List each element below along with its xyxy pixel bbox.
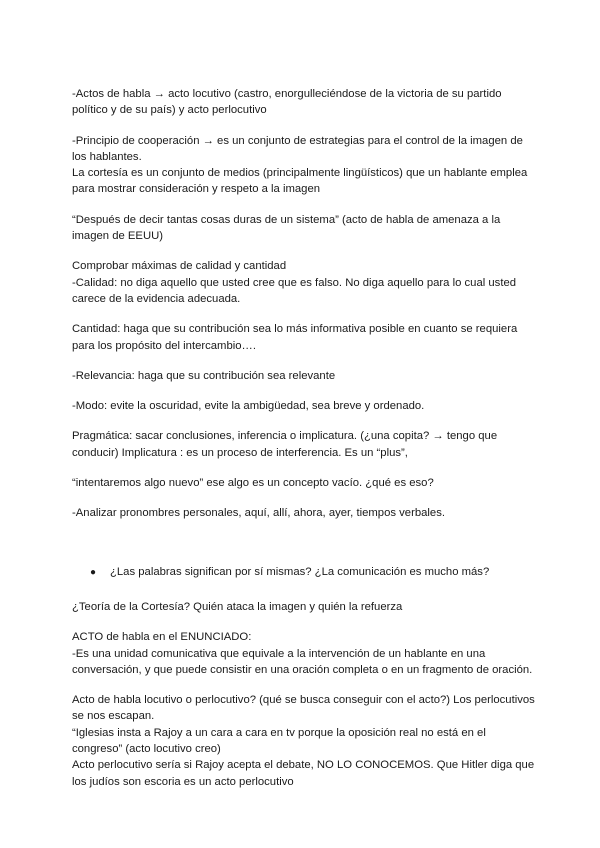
paragraph xyxy=(72,692,535,790)
notes-bottom-section xyxy=(72,599,535,790)
text-line: ¿Teoría de la Cortesía? Quién ataca la imagen y quién la refuerza xyxy=(72,600,403,613)
text-line: -Es una unidad comunicativa que equivale a la intervención de un hablante en una xyxy=(72,647,486,660)
text-line: ACTO de habla en el ENUNCIADO: xyxy=(72,631,252,644)
bullet-icon: ● xyxy=(90,566,97,578)
text-line: “intentaremos algo nuevo” ese algo es un concepto vacío. ¿qué es eso? xyxy=(72,477,434,490)
section-spacer xyxy=(72,536,532,564)
text-line: para los propósito del intercambio…. xyxy=(72,339,256,352)
text-line: “Iglesias insta a Rajoy a un cara a cara en tv porque la oposición real no está en el xyxy=(72,726,486,739)
paragraph xyxy=(72,599,532,615)
text-line: congreso” (acto locutivo creo) xyxy=(72,743,221,756)
paragraph xyxy=(72,86,532,119)
text-line: imagen de EEUU) xyxy=(72,230,164,243)
document-page xyxy=(72,86,535,804)
text-line: Acto de habla locutivo o perlocutivo? (qué se busca conseguir con el acto?) Los perlocutivos xyxy=(72,694,535,707)
paragraph xyxy=(72,475,532,491)
text-line: -Analizar pronombres personales, aquí, allí, ahora, ayer, tiempos verbales. xyxy=(72,507,445,520)
text-line: -Relevancia: haga que su contribución sea relevante xyxy=(72,369,336,382)
paragraph xyxy=(72,505,532,521)
text-line: conversación, y que puede consistir en una oración completa o en un fragmento de oración. xyxy=(72,663,533,676)
text-line: Comprobar máximas de calidad y cantidad xyxy=(72,260,287,273)
text-line: -Calidad: no diga aquello que usted cree que es falso. No diga aquello para lo cual usted xyxy=(72,276,517,289)
text-line: Cantidad: haga que su contribución sea lo más informativa posible en cuanto se requiera xyxy=(72,323,518,336)
text-line: Pragmática: sacar conclusiones, inferencia o implicatura. (¿una copita? → tengo que xyxy=(72,430,498,443)
text-line: político y de su país) y acto perlocutivo xyxy=(72,104,267,117)
bullet-item xyxy=(72,564,532,581)
text-line: -Actos de habla → acto locutivo (castro, enorgulleciéndose de la victoria de su partido xyxy=(72,88,502,100)
text-line: “Después de decir tantas cosas duras de un sistema” (acto de habla de amenaza a la xyxy=(72,213,501,226)
paragraph xyxy=(72,398,532,414)
text-line: conducir) Implicatura : es un proceso de interferencia. Es un “plus”, xyxy=(72,446,408,459)
text-line: para mostrar consideración y respeto a la imagen xyxy=(72,183,321,196)
paragraph xyxy=(72,321,532,354)
bullet-text: ¿Las palabras significan por sí mismas? ¿La comunicación es mucho más? xyxy=(110,565,490,578)
text-line: La cortesía es un conjunto de medios (principalmente lingüísticos) que un hablante emplea xyxy=(72,167,528,180)
text-line: los hablantes. xyxy=(72,150,142,163)
text-line: Acto perlocutivo sería si Rajoy acepta el debate, NO LO CONOCEMOS. Que Hitler diga que xyxy=(72,759,535,772)
text-line: -Principio de cooperación → es un conjunto de estrategias para el control de la imagen de xyxy=(72,134,523,147)
text-line: se nos escapan. xyxy=(72,710,155,723)
text-line: los judíos son escoria es un acto perlocutivo xyxy=(72,775,294,788)
paragraph xyxy=(72,133,532,198)
text-line: carece de la evidencia adecuada. xyxy=(72,292,241,305)
paragraph xyxy=(72,368,532,384)
paragraph xyxy=(72,629,532,678)
text-line: -Modo: evite la oscuridad, evite la ambigüedad, sea breve y ordenado. xyxy=(72,400,425,413)
paragraph xyxy=(72,212,532,245)
notes-top-section xyxy=(72,86,532,522)
paragraph xyxy=(72,428,532,461)
paragraph xyxy=(72,258,532,307)
